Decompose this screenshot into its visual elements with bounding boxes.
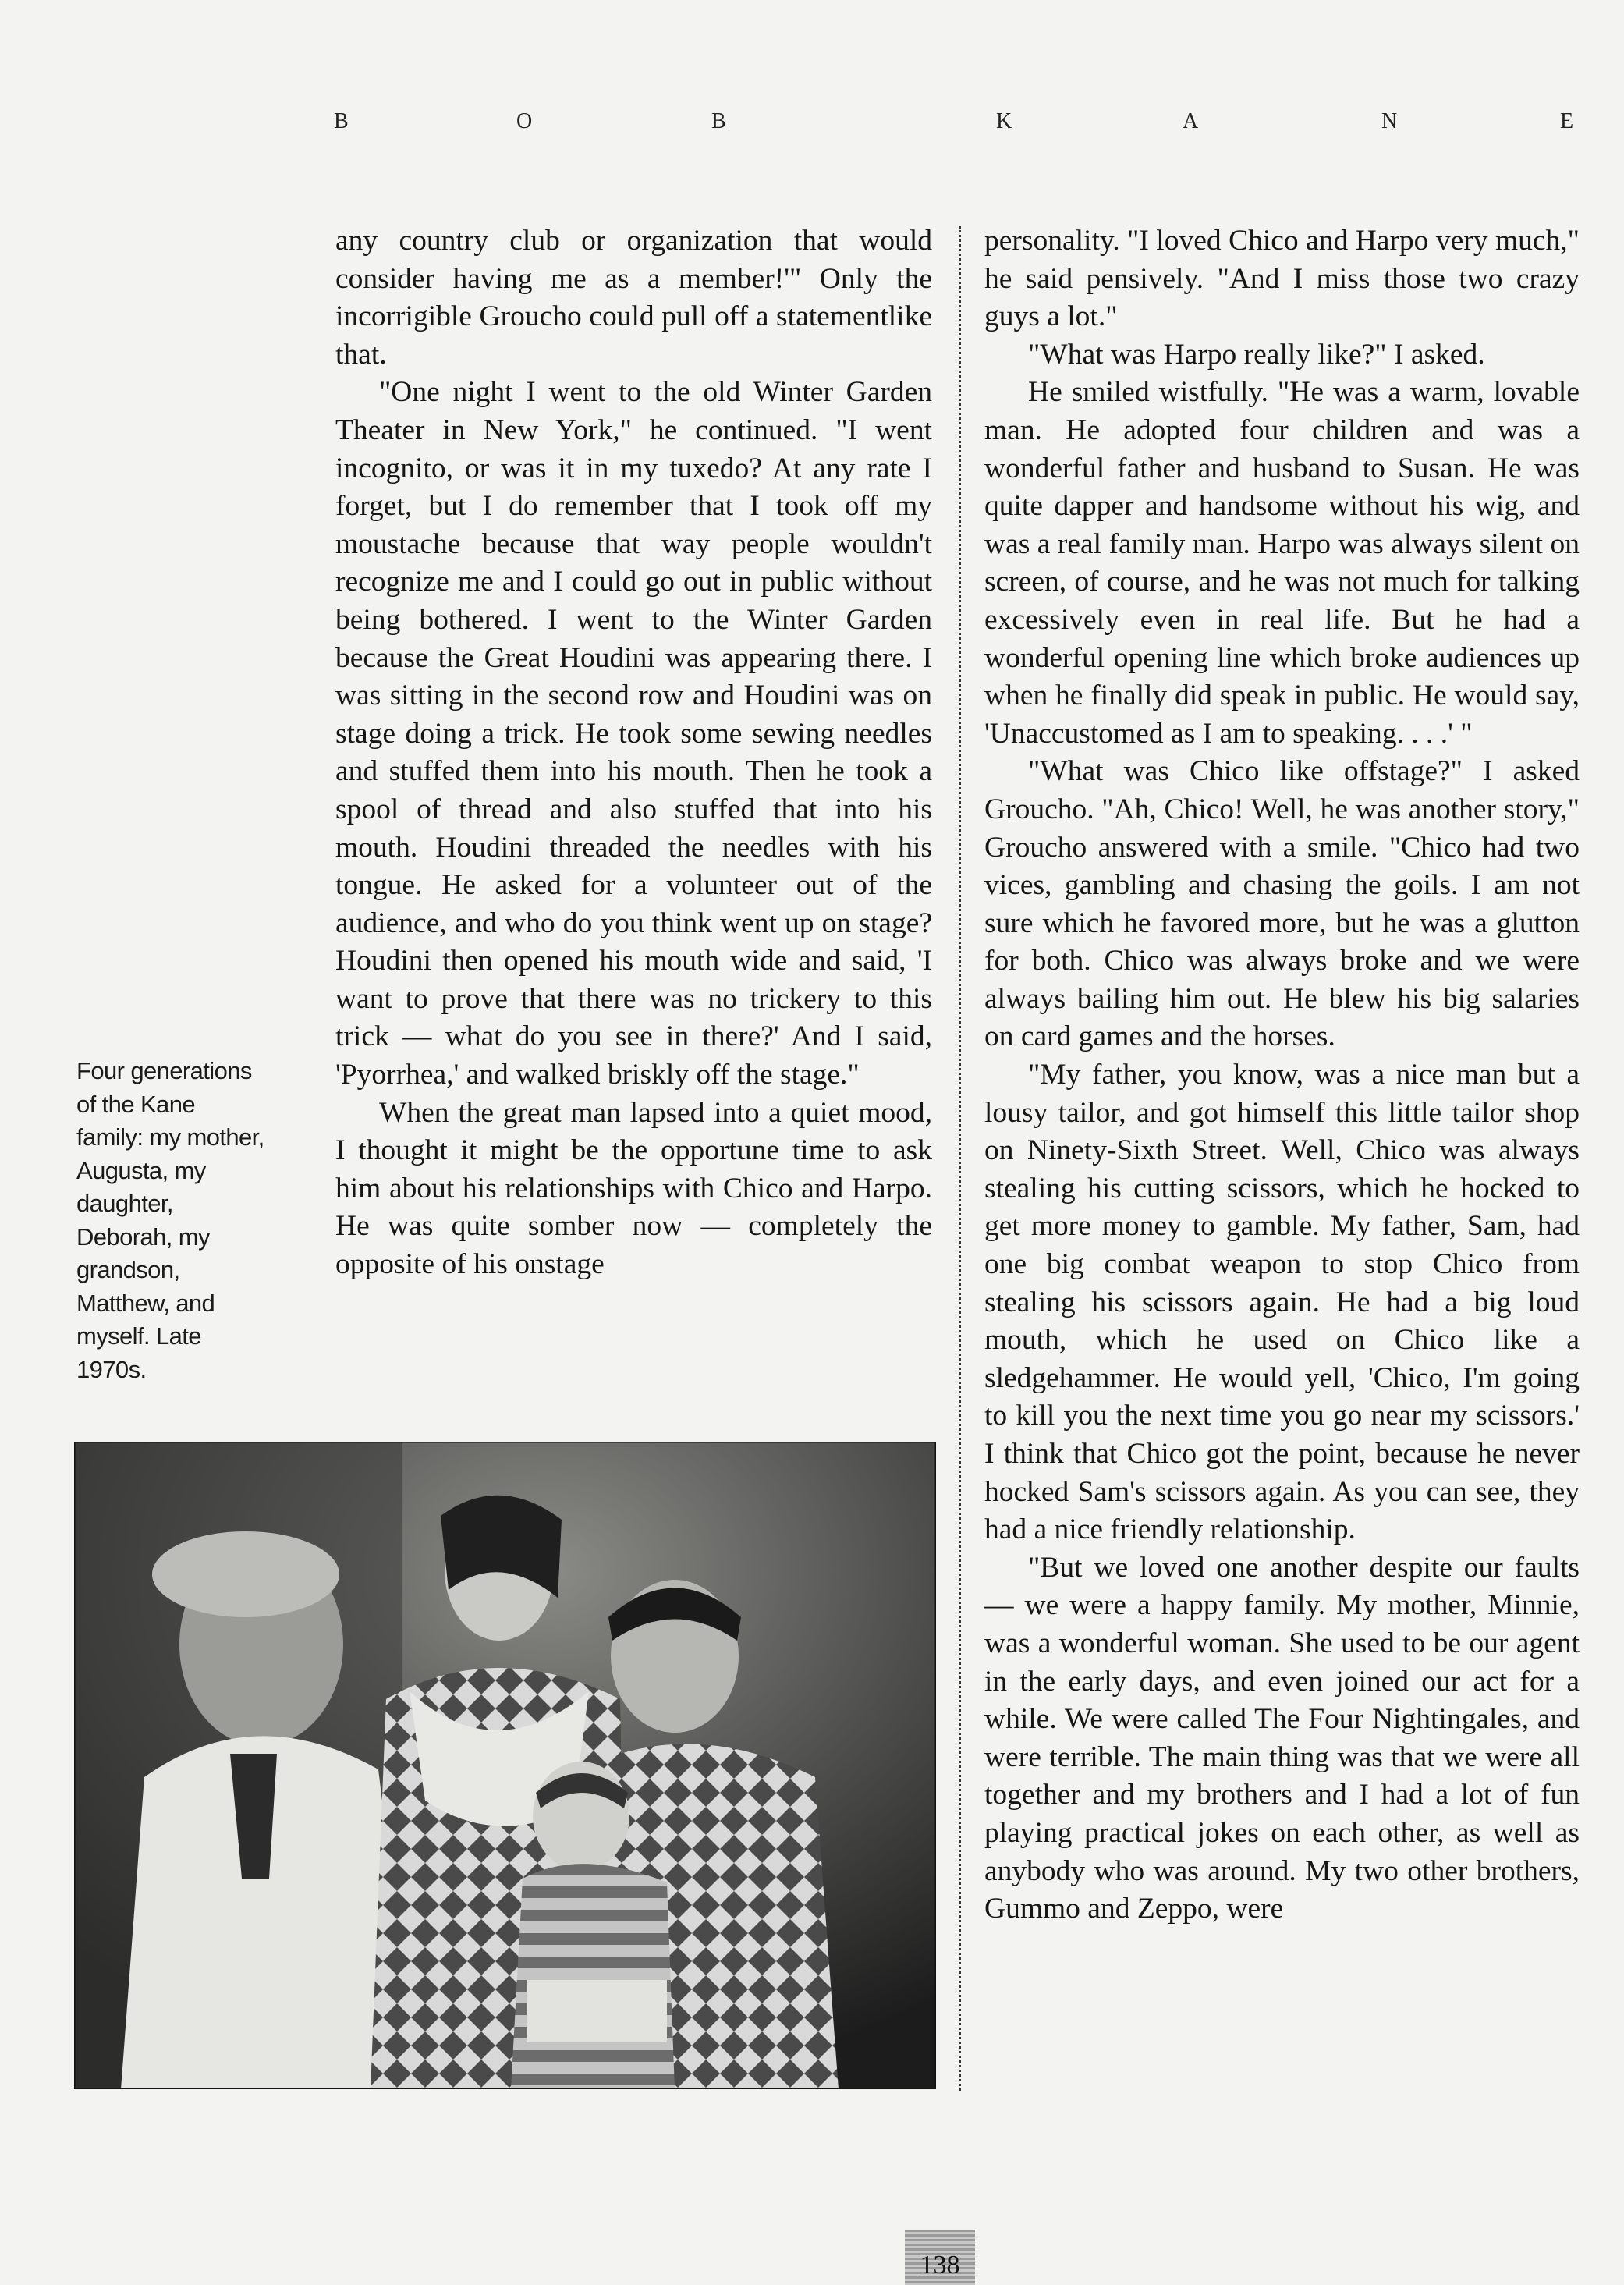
paragraph: personality. "I loved Chico and Harpo very much," he said pensively. "And I miss those two crazy guys a lot." [984, 225, 1580, 333]
running-header [312, 109, 1583, 140]
page-number-tab [905, 2230, 975, 2285]
photo-caption: Four generations of the Kane family: my mother, Augusta, my daughter, Deborah, my grandson, Matthew, and myself. Late 1970s. [76, 1057, 264, 1383]
header-letter: B [334, 109, 349, 133]
paragraph: "But we loved one another despite our faults — we were a happy family. My mother, Minnie, was a wonderful woman. She used to be our agent in the early days, and even joined our act for a while. We were called The Four Nightingales, and were terrible. The main thing was that we were all together and my brothers and I had a lot of fun playing practical jokes on each other, as well as anybody who was around. My two other brothers, Gummo and Zeppo, were [984, 1551, 1580, 1925]
paragraph: "What was Harpo really like?" I asked. [1028, 338, 1485, 371]
paragraph: "One night I went to the old Winter Garden Theater in New York," he continued. "I went incognito, or was it in my tuxedo? At any rate I forget, but I do remember that I took off my moustache because that way people wouldn't recognize me and I could go out in public without being bothered. I went to the Winter Garden because the Great Houdini was appearing there. I was sitting in the second row and Houdini was on stage doing a trick. He took some sewing needles and stuffed them into his mouth. Then he took a spool of thread and also stuffed that into his mouth. Houdini threaded the needles with his tongue. He asked for a volunteer out of the audience, and who do you think went up on stage? Houdini then opened his mouth wide and said, 'I want to prove that there was no trickery to this trick — what do you see in there?' And I said, 'Pyorrhea,' and walked briskly off the stage." [335, 376, 932, 1091]
header-letter: N [1381, 109, 1399, 133]
header-letter: B [711, 109, 727, 133]
paragraph: "My father, you know, was a nice man but a lousy tailor, and got himself this little tailor shop on Ninety-Sixth Street. Well, Chico was always stealing his cutting scissors, which he hocked to get more money to gamble. My father, Sam, had one big combat weapon to stop Chico from stealing his scissors again. He had a big loud mouth, which he used on Chico like a sledgehammer. He would yell, 'Chico, I'm going to kill you the next time you go near my scissors.' I think that Chico got the point, because he never hocked Sam's scissors again. As you can see, they had a nice friendly relationship. [984, 1059, 1580, 1546]
family-photo-illustration [74, 1442, 936, 2089]
column-divider [959, 226, 961, 2091]
paragraph: When the great man lapsed into a quiet mood, I thought it might be the opportune time to ask him about his relationships with Chico and Harpo. He was quite somber now — completely the opposite of his onstage [335, 1096, 932, 1281]
paragraph: "What was Chico like offstage?" I asked Groucho. "Ah, Chico! Well, he was another story," Groucho answered with a smile. "Chico had two vices, gambling and chasing the goils. I am not sure which he favored more, but he was a glutton for both. Chico was always broke and we were always bailing him out. He blew his big salaries on card games and the horses. [984, 755, 1580, 1053]
header-letter: O [516, 109, 534, 133]
header-letter: A [1183, 109, 1200, 133]
paragraph: any country club or organization that would consider having me as a member!'" Only the incorrigible Groucho could pull off a statementlike that. [335, 225, 932, 371]
header-letter: K [996, 109, 1013, 133]
left-text-column [335, 222, 932, 1284]
family-photo [74, 1442, 936, 2089]
page-number: 138 [920, 2251, 960, 2280]
paragraph: He smiled wistfully. "He was a warm, lovable man. He adopted four children and was a wonderful father and husband to Susan. He was quite dapper and handsome without his wig, and was a real family man. Harpo was always silent on screen, of course, and he was not much for talking excessively even in real life. But he had a wonderful opening line which broke audiences up when he finally did speak in public. He would say, 'Unaccustomed as I am to speaking. . . .' " [984, 376, 1580, 750]
header-letter: E [1560, 109, 1575, 133]
right-text-column [984, 222, 1580, 1928]
